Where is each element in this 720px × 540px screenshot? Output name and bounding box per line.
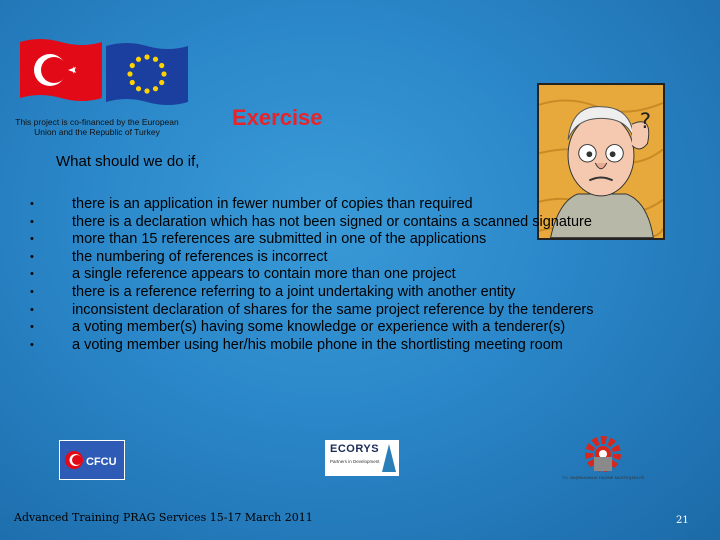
list-item: • a voting member using her/his mobile phone in the shortlisting meeting room	[30, 336, 563, 353]
ecorys-wordmark: ECORYS	[330, 443, 380, 455]
list-item: • more than 15 references are submitted in one of the applications	[30, 231, 487, 248]
cfcu-logo	[59, 440, 125, 480]
treasury-gear-logo	[574, 433, 632, 475]
cofinance-note: This project is co-financed by the European Union and the Republic of Turkey	[15, 117, 179, 137]
list-item: • a voting member(s) having some knowledge or experience with a tenderer(s)	[30, 319, 566, 336]
ecorys-tagline: Partners in Development	[330, 459, 380, 464]
ecorys-mark-icon	[382, 444, 396, 472]
list-item: • the numbering of references is incorrect	[30, 248, 328, 265]
list-item: • there is a declaration which has not been signed or contains a scanned signature	[30, 213, 592, 230]
exercise-question: What should we do if,	[56, 153, 200, 170]
list-item: • inconsistent declaration of shares for the same project reference by the tenderers	[30, 301, 594, 318]
footer-text: Advanced Training PRAG Services 15-17 March 2011	[14, 511, 313, 524]
list-item: • there is a reference referring to a joint undertaking with another entity	[30, 283, 516, 300]
eu-flag-icon	[104, 38, 190, 110]
list-item: • there is an application in fewer number of copies than required	[30, 196, 473, 212]
page-title: Exercise	[232, 105, 323, 130]
svg-text:?: ?	[639, 109, 652, 135]
scenario-list	[28, 196, 688, 354]
page-number: 21	[676, 515, 689, 526]
list-item: • a single reference appears to contain more than one project	[30, 266, 456, 283]
treasury-caption: T.C. BAŞBAKANLIK HAZİNE MÜSTEŞARLIĞI	[562, 475, 645, 480]
svg-text:CFCU: CFCU	[86, 456, 117, 468]
turkey-flag-icon	[18, 34, 104, 106]
